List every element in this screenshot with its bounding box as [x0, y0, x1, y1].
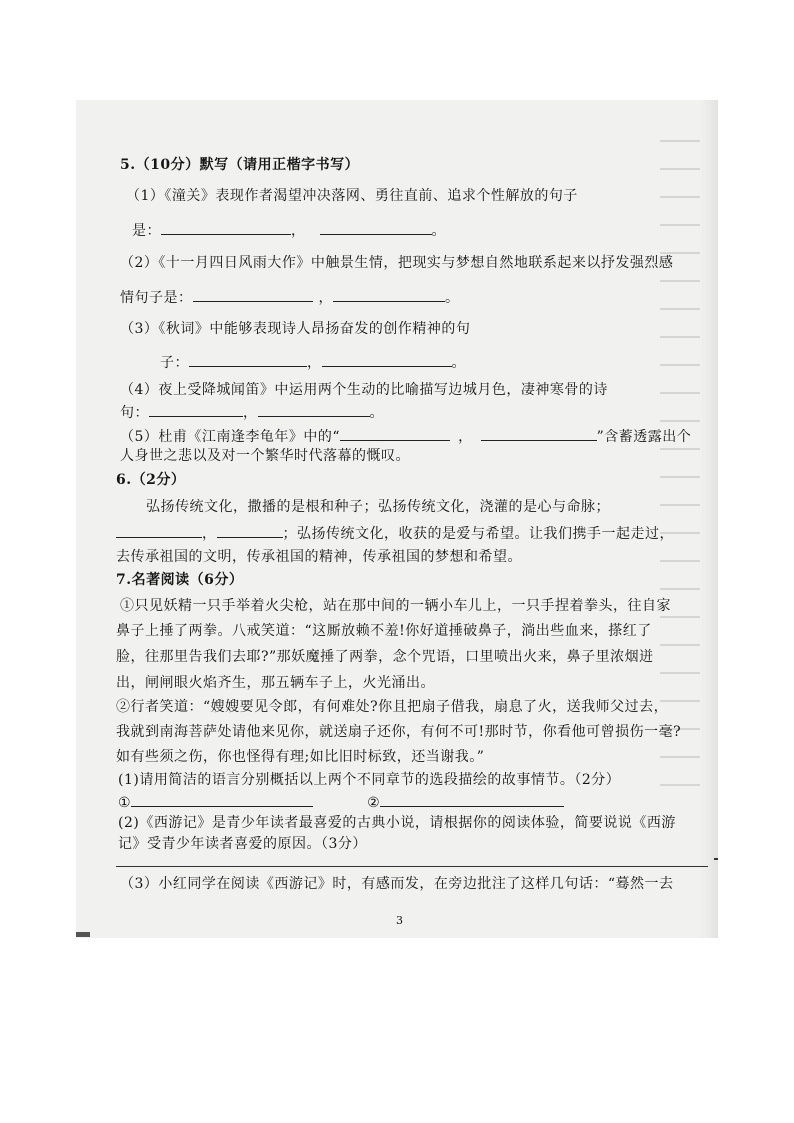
answer-blank[interactable] [481, 426, 597, 441]
q5-item-4-answer-line: 句： ， 。 [120, 402, 384, 423]
q7-title: 7.名著阅读（6分） [116, 572, 244, 588]
answer-blank[interactable] [189, 352, 307, 367]
q7-passage-1-line-4: 出，闸闸眼火焰齐生，那五辆车子上，火光涌出。 [116, 675, 435, 691]
exam-page [76, 100, 718, 938]
q6-line-2: ， ；弘扬传统文化，收获的是爱与希望。让我们携手一起走过， [116, 523, 674, 544]
q5-item-2-answer-line: 情句子是： ， 。 [120, 287, 460, 308]
answer-blank[interactable] [333, 287, 445, 302]
answer-blank[interactable] [258, 402, 370, 417]
q7-subq-3: （3）小红同学在阅读《西游记》时，有感而发，在旁边批注了这样几句话：“蓦然一去 [120, 876, 674, 892]
q5-item-5: （5）杜甫《江南逢李龟年》中的“ ， ”含蓄透露出个 [120, 426, 691, 447]
answer-blank[interactable] [161, 220, 291, 235]
answer-rule[interactable] [116, 866, 708, 867]
q5-item-5-line2: 人身世之悲以及对一个繁华时代落幕的慨叹。 [120, 448, 410, 464]
q5-item-3-answer-line: 子： ， 。 [160, 352, 466, 373]
page-number: 3 [396, 914, 403, 927]
q5-item-3: （3）《秋词》中能够表现诗人昂扬奋发的创作精神的句 [120, 321, 471, 337]
q6-line-3: 去传承祖国的文明，传承祖国的精神，传承祖国的梦想和希望。 [116, 549, 522, 565]
q7-passage-1-line-2: 鼻子上捶了两拳。八戒笑道：“这厮放赖不羞!你好道捶破鼻子，淌出些血来，搽红了 [116, 623, 652, 639]
q7-passage-2-line-3: 如有些须之伤，你也怪得有理;如比旧时标致，还当谢我。” [116, 749, 485, 765]
q5-title: 5.（10分）默写（请用正楷字书写） [120, 157, 360, 173]
scan-mark [714, 858, 718, 860]
q5-item-1-answer-line: 是： ， 。 [132, 220, 446, 241]
q5-item-2: （2）《十一月四日风雨大作》中触景生情，把现实与梦想自然地联系起来以抒发强烈感 [120, 255, 674, 271]
answer-blank[interactable] [149, 402, 243, 417]
answer-blank[interactable] [320, 220, 432, 235]
q7-subq-1: (1)请用简洁的语言分别概括以上两个不同章节的选段描绘的故事情节。（2分） [118, 772, 621, 788]
q7-passage-2-line-2: 我就到南海菩萨处请他来见你，就送扇子还你，有何不可!那时节，你看他可曾损伤一毫? [116, 724, 682, 740]
answer-blank[interactable] [193, 287, 313, 302]
answer-blank[interactable] [380, 792, 564, 807]
q6-title: 6.（2分） [116, 472, 186, 488]
q7-passage-2-line-1: ②行者笑道：“嫂嫂要见令郎，有何难处?你且把扇子借我，扇息了火，送我师父过去， [116, 699, 669, 715]
answer-blank[interactable] [340, 426, 450, 441]
answer-blank[interactable] [322, 352, 452, 367]
answer-blank[interactable] [116, 523, 202, 538]
q5-item-1: （1）《潼关》表现作者渴望冲决落网、勇往直前、追求个性解放的句子 [126, 188, 578, 204]
q7-passage-1-line-3: 脸，往那里告我们去耶?”那妖魔捶了两拳，念个咒语，口里喷出火来，鼻子里浓烟迸 [116, 649, 654, 665]
scan-edge-mark [76, 932, 90, 937]
q6-line-1: 弘扬传统文化，撒播的是根和种子；弘扬传统文化，浇灌的是心与命脉； [146, 499, 610, 515]
answer-blank[interactable] [217, 523, 283, 538]
q5-item-4: （4）夜上受降城闻笛》中运用两个生动的比喻描写边城月色，凄神寒骨的诗 [120, 382, 608, 398]
q7-subq-2-line-2: 记》受青少年读者喜爱的原因。（3分） [118, 836, 367, 852]
q7-subq-1-answers: ① ② [118, 792, 564, 813]
q7-passage-1-line-1: ①只见妖精一只手举着火尖枪，站在那中间的一辆小车儿上，一只手捏着拳头，往自家 [120, 598, 671, 614]
q7-subq-2-line-1: (2)《西游记》是青少年读者最喜爱的古典小说，请根据你的阅读体验，简要说说《西游 [118, 815, 676, 831]
answer-blank[interactable] [131, 792, 313, 807]
